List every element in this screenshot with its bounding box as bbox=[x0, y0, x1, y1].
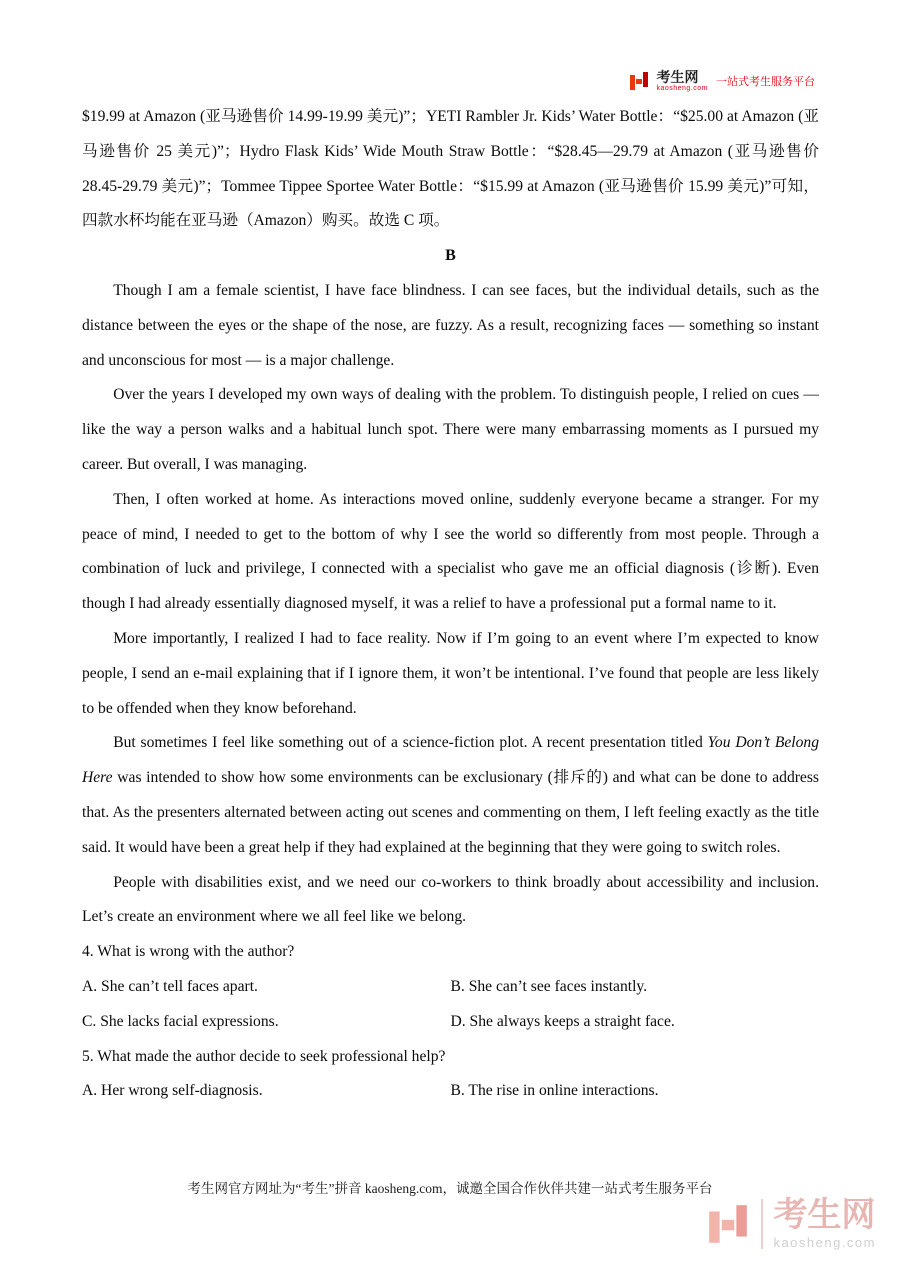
question-5-stem: 5. What made the author decide to seek professional help? bbox=[82, 1047, 446, 1065]
watermark-text-block bbox=[773, 1198, 876, 1249]
page-footer: 考生网官方网址为“考生”拼音 kaosheng.com，诚邀全国合作伙伴共建一站式考生服务平台 bbox=[187, 1181, 713, 1196]
paragraph-5-text-cont: was intended to show how some environments can be exclusionary (排斥的) and what can be done to address that. As the presenters alternated between acting out scenes and commenting on them, I left feeling exactly as the title said. It would have been a great help if they had explained at the beginning that they were going to switch roles. bbox=[82, 769, 819, 856]
passage-paragraph-3: Then, I often worked at home. As interactions moved online, suddenly everyone became a stranger. For my peace of mind, I needed to get to the bottom of why I see the world so differently from most people. Through a combination of luck and privilege, I connected with a specialist who gave me an official diagnosis (诊断). Even though I had already essentially diagnosed myself, it was a relief to have a professional put a formal name to it. bbox=[82, 490, 819, 613]
watermark-divider bbox=[761, 1199, 763, 1249]
document-content bbox=[82, 100, 819, 1109]
logo-domain-text: kaosheng.com bbox=[656, 84, 708, 92]
passage-paragraph-6: People with disabilities exist, and we need our co-workers to think broadly about accessibility and inclusion. Let’s create an environment where we all feel like we belong. bbox=[82, 873, 819, 926]
question-4-option-c: C. She lacks facial expressions. bbox=[82, 1012, 279, 1030]
paragraph-5-text: But sometimes I feel like something out of a science-fiction plot. A recent presentation titled bbox=[113, 734, 708, 752]
logo-text-block bbox=[656, 70, 708, 92]
kaosheng-watermark bbox=[705, 1198, 876, 1249]
passage-paragraph-4: More importantly, I realized I had to face reality. Now if I’m going to an event where I’m expected to know people, I send an e-mail explaining that if I ignore them, it won’t be intentional. I’ve found that people are less likely to be offended when they know beforehand. bbox=[82, 629, 819, 717]
answer-analysis-text: $19.99 at Amazon (亚马逊售价 14.99-19.99 美元)”；YETI Rambler Jr. Kids’ Water Bottle：“$25.00 at Amazon (亚马逊售价 25 美元)”；Hydro Flask Kids’ Wide Mouth Straw Bottle：“$28.45—29.79 at Amazon (亚马逊售价 28.45-29.79 美元)”；Tommee Tippee Sportee Water Bottle：“$15.99 at Amazon (亚马逊售价 15.99 美元)”可知，四款水杯均能在亚马逊（Amazon）购买。故选 C 项。 bbox=[82, 108, 819, 230]
watermark-brand-text: 考生网 bbox=[773, 1196, 876, 1234]
watermark-logo-icon bbox=[705, 1201, 751, 1247]
logo-brand-text: 考生网 bbox=[656, 69, 699, 85]
question-4-option-b: B. She can’t see faces instantly. bbox=[450, 977, 648, 995]
question-4-stem: 4. What is wrong with the author? bbox=[82, 943, 295, 961]
question-4-options-row-2 bbox=[82, 1005, 819, 1040]
site-header bbox=[628, 70, 815, 92]
passage-paragraph-5 bbox=[82, 726, 819, 865]
passage-paragraph-1: Though I am a female scientist, I have face blindness. I can see faces, but the individual details, such as the distance between the eyes or the shape of the nose, are fuzzy. As a result, recognizing faces — something so instant and unconscious for most — is a major challenge. bbox=[82, 281, 819, 369]
kaosheng-logo-icon bbox=[628, 70, 650, 92]
question-5-options-row-1 bbox=[82, 1074, 819, 1109]
question-4-options-row-1 bbox=[82, 970, 819, 1005]
watermark-domain-text: kaosheng.com bbox=[773, 1234, 876, 1250]
question-4-option-a: A. She can’t tell faces apart. bbox=[82, 977, 258, 995]
logo-tagline: 一站式考生服务平台 bbox=[716, 76, 815, 89]
passage-paragraph-2: Over the years I developed my own ways of dealing with the problem. To distinguish people, I relied on cues — like the way a person walks and a habitual lunch spot. There were many embarrassing moments as I pursued my career. But overall, I was managing. bbox=[82, 386, 819, 473]
question-5-option-b: B. The rise in online interactions. bbox=[450, 1082, 659, 1100]
section-label: B bbox=[445, 247, 456, 265]
presentation-title-italic: You Don’t Belong Here bbox=[82, 734, 819, 787]
question-4-option-d: D. She always keeps a straight face. bbox=[450, 1012, 675, 1030]
question-5-option-a: A. Her wrong self-diagnosis. bbox=[82, 1082, 263, 1100]
